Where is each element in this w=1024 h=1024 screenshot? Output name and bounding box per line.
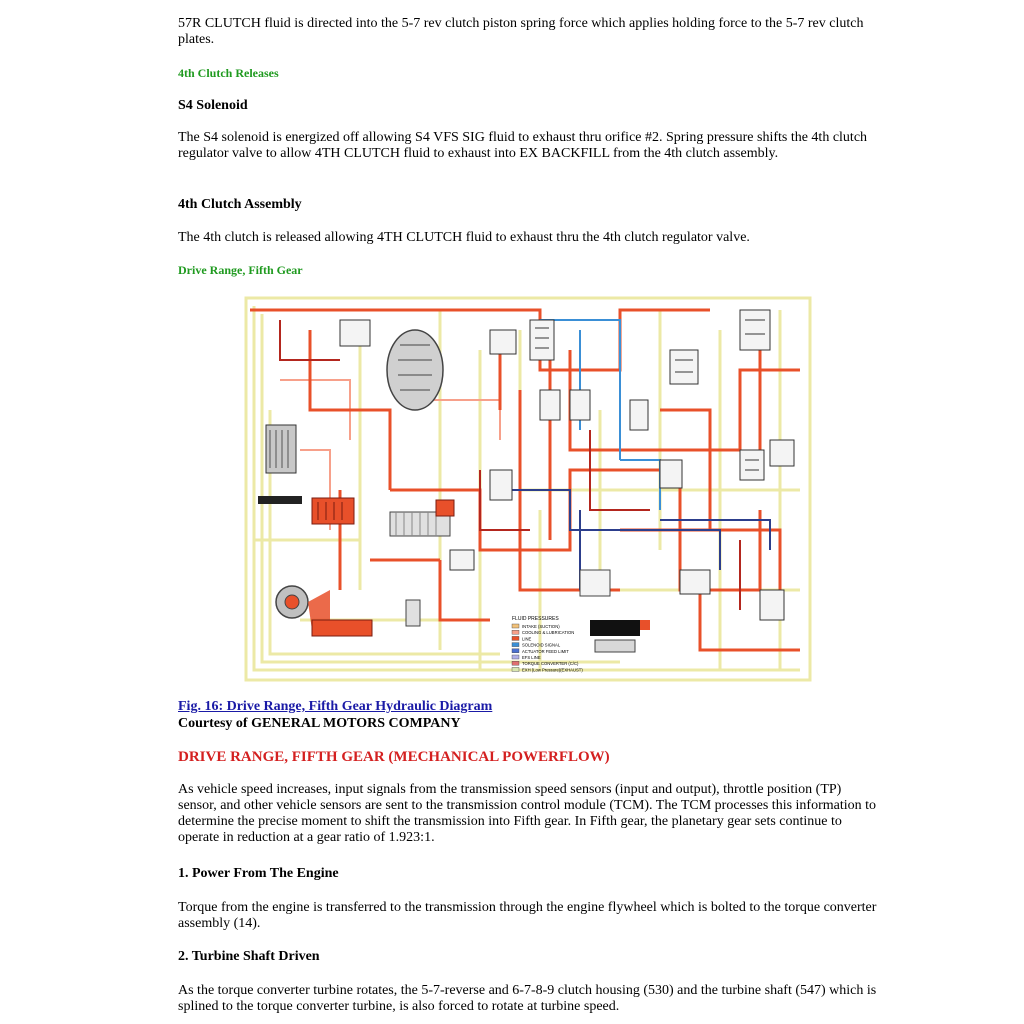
legend-swatch [512, 624, 519, 628]
heading-4th-clutch-assembly: 4th Clutch Assembly [178, 197, 302, 212]
figure-courtesy: Courtesy of GENERAL MOTORS COMPANY [178, 716, 461, 731]
legend-label: EFS LINE [522, 655, 541, 660]
hydraulic-diagram [240, 290, 818, 684]
heading-power-from-engine: 1. Power From The Engine [178, 866, 339, 881]
legend-label: COOLING & LUBRICATION [522, 630, 575, 636]
legend-swatch [512, 630, 519, 634]
legend-title: FLUID PRESSURES [512, 616, 559, 622]
power-paragraph: Torque from the engine is transferred to the transmission through the engine flywheel which is bolted to the torque converter assembly (14). [178, 900, 877, 931]
turbine-paragraph: As the torque converter turbine rotates, the 5-7-reverse and 6-7-8-9 clutch housing (530) and the turbine shaft (547) which is splined to the torque converter turbine, is also forced to rotate at turbine speed. [178, 983, 877, 1014]
legend-swatch [512, 661, 519, 665]
heading-drive-range-fifth-gear: Drive Range, Fifth Gear [178, 263, 303, 277]
legend-swatch [512, 636, 519, 640]
hydraulic-diagram-svg [240, 290, 818, 684]
figure-caption-link[interactable]: Fig. 16: Drive Range, Fifth Gear Hydraulic Diagram [178, 699, 493, 714]
legend-label: ACTUATOR FEED LIMIT [522, 648, 569, 654]
heading-turbine-shaft-driven: 2. Turbine Shaft Driven [178, 949, 320, 964]
s4-paragraph: The S4 solenoid is energized off allowing S4 VFS SIG fluid to exhaust thru orifice #2. Spring pressure shifts the 4th clutch regulator valve to allow 4TH CLUTCH fluid to exhaust into EX BACKFILL from the 4th clutch assembly. [178, 130, 868, 161]
legend-label: LINE [522, 636, 532, 642]
section-title: DRIVE RANGE, FIFTH GEAR (MECHANICAL POWERFLOW) [178, 749, 610, 765]
intro-paragraph: 57R CLUTCH fluid is directed into the 5-7 rev clutch piston spring force which applies holding force to the 5-7 rev clutch plates. [178, 16, 864, 47]
legend-label: SOLENOID SIGNAL [522, 642, 561, 648]
legend-label: EXH (Low Pressure)(EXHAUST) [522, 667, 583, 673]
section-paragraph: As vehicle speed increases, input signals from the transmission speed sensors (input and output), throttle position (TP) sensor, and other vehicle sensors are sent to the transmission control module (TCM). The TCM processes this information to determine the precise moment to shift the transmission into Fifth gear. In Fifth gear, the planetary gear sets continue to operate in reduction at a gear ratio of 1.923:1. [178, 782, 877, 845]
legend-swatch [512, 655, 519, 659]
legend-swatch [512, 649, 519, 653]
heading-s4-solenoid: S4 Solenoid [178, 98, 248, 113]
assembly-paragraph: The 4th clutch is released allowing 4TH CLUTCH fluid to exhaust thru the 4th clutch regulator valve. [178, 230, 750, 245]
heading-4th-clutch-releases: 4th Clutch Releases [178, 66, 279, 80]
legend-swatch [512, 643, 519, 647]
legend-swatch [512, 667, 519, 671]
legend-label: TORQUE CONVERTER (C/C) [522, 661, 579, 667]
legend-label: INTAKE (SUCTION) [522, 624, 560, 629]
